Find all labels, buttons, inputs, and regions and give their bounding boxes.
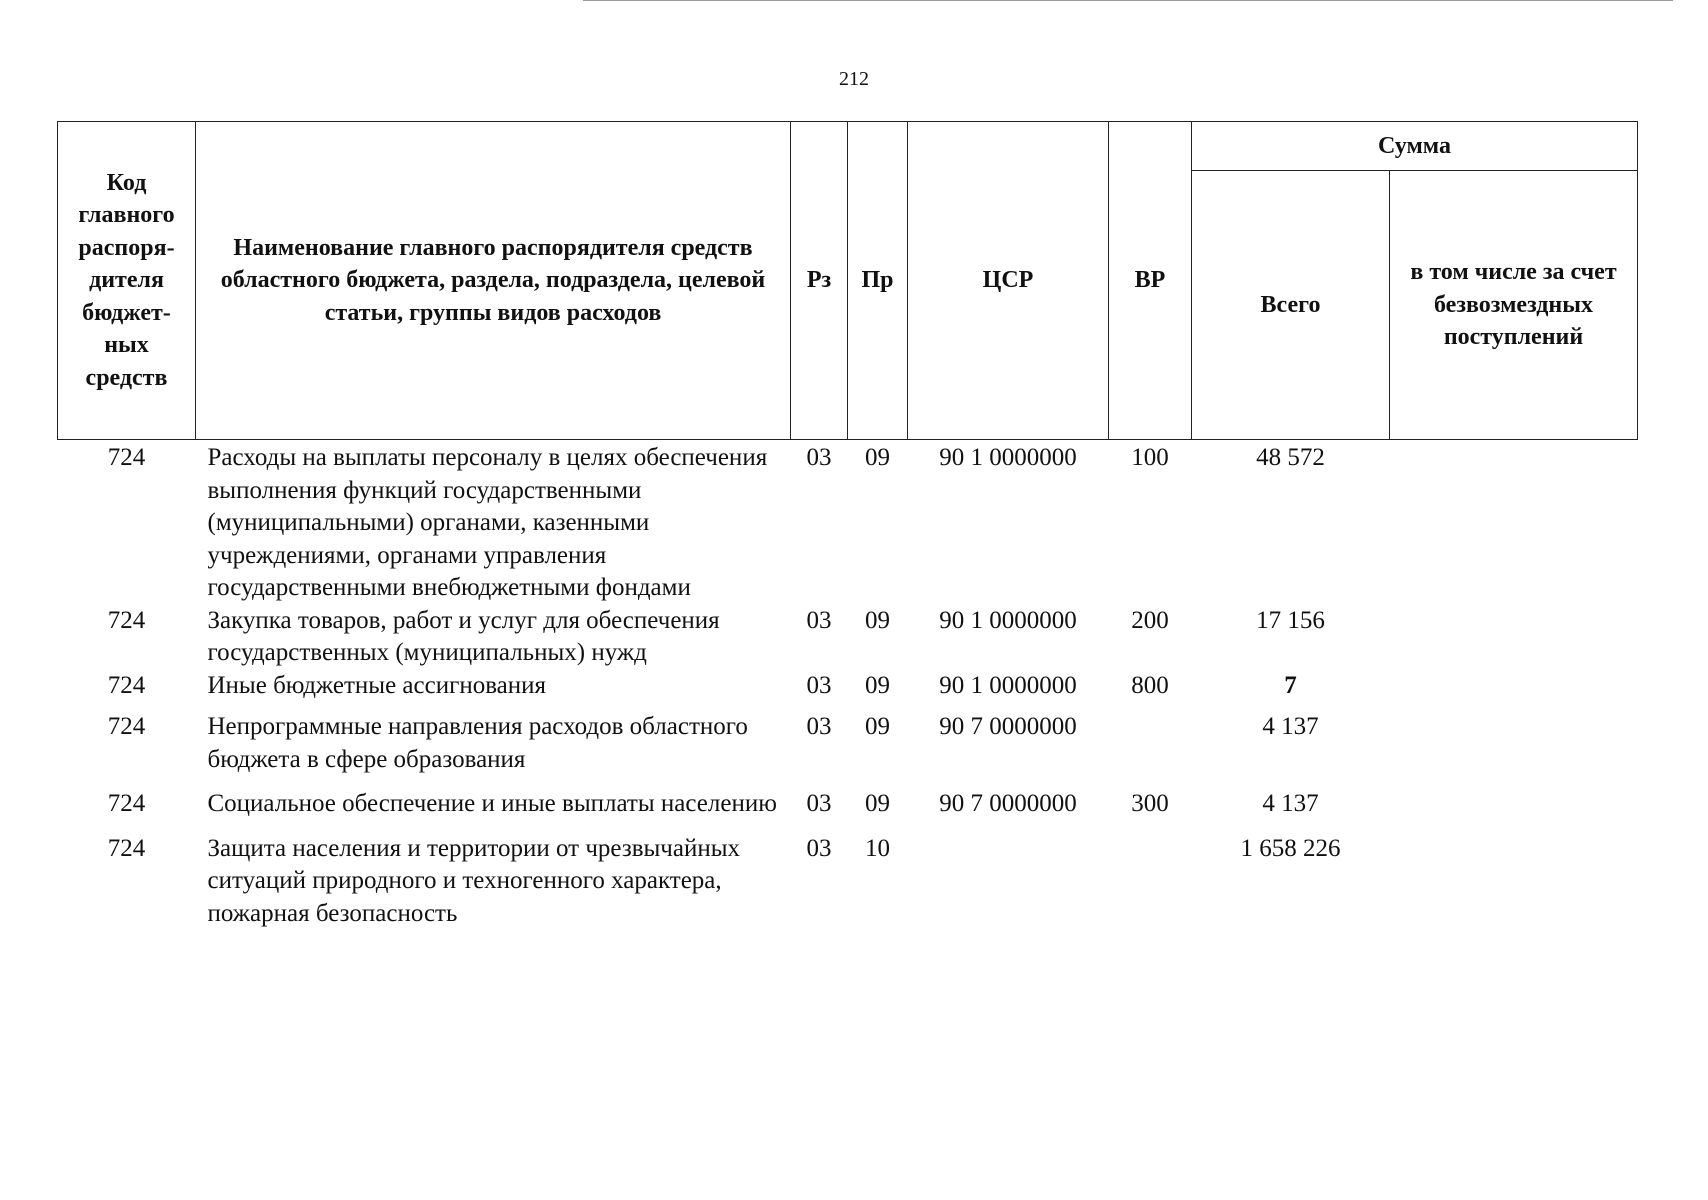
cell-pr: 09 bbox=[865, 444, 890, 471]
cell-pr: 09 bbox=[865, 790, 890, 817]
budget-table bbox=[57, 121, 1638, 930]
cell-pr: 09 bbox=[865, 606, 890, 634]
cell-total: 17 156 bbox=[1256, 606, 1325, 634]
cell-including bbox=[1390, 670, 1638, 703]
cell-rz: 03 bbox=[806, 671, 832, 699]
table-row bbox=[58, 776, 1638, 821]
cell-rz: 03 bbox=[806, 834, 832, 862]
cell-code: 724 bbox=[107, 606, 146, 634]
header-total: Всего bbox=[1192, 171, 1390, 440]
cell-pr: 10 bbox=[865, 834, 890, 862]
header-pr: Пр bbox=[848, 122, 908, 440]
cell-name: Иные бюджетные ассигнования bbox=[207, 671, 547, 699]
cell-name: Защита населения и территории от чрезвычайных ситуаций природного и техногенного характера, пожарная безопасность bbox=[207, 834, 741, 927]
cell-csr bbox=[908, 821, 1109, 931]
cell-total: 4 137 bbox=[1262, 790, 1319, 817]
header-csr: ЦСР bbox=[908, 122, 1109, 440]
cell-vr: 800 bbox=[1131, 671, 1169, 699]
table-row bbox=[58, 821, 1638, 931]
cell-name: Социальное обеспечение и иные выплаты населению bbox=[207, 790, 777, 817]
cell-rz: 03 bbox=[806, 606, 832, 634]
header-sum: Сумма bbox=[1192, 122, 1638, 171]
cell-pr: 09 bbox=[865, 713, 890, 740]
cell-csr: 90 1 0000000 bbox=[939, 671, 1077, 699]
table-row bbox=[58, 605, 1638, 670]
table-row bbox=[58, 440, 1638, 605]
cell-code: 724 bbox=[107, 444, 146, 471]
cell-total: 1 658 226 bbox=[1240, 834, 1341, 862]
table-row bbox=[58, 702, 1638, 776]
header-including: в том числе за счет безвозмездных поступлений bbox=[1390, 171, 1638, 440]
cell-including bbox=[1390, 440, 1638, 605]
cell-including bbox=[1390, 702, 1638, 776]
cell-total: 48 572 bbox=[1256, 444, 1325, 471]
cell-code: 724 bbox=[107, 834, 146, 862]
page-number: 212 bbox=[839, 68, 869, 90]
cell-csr: 90 1 0000000 bbox=[939, 444, 1077, 471]
table-row bbox=[58, 670, 1638, 703]
cell-total: 4 137 bbox=[1262, 713, 1319, 740]
cell-csr: 90 1 0000000 bbox=[939, 606, 1077, 634]
cell-vr: 200 bbox=[1131, 606, 1169, 634]
cell-vr bbox=[1109, 702, 1192, 776]
cell-including bbox=[1390, 776, 1638, 821]
header-name: Наименование главного распорядителя средств областного бюджета, раздела, подраздела, целевой статьи, группы видов расходов bbox=[196, 122, 791, 440]
cell-including bbox=[1390, 821, 1638, 931]
cell-name: Непрограммные направления расходов областного бюджета в сфере образования bbox=[207, 713, 748, 773]
cell-including bbox=[1390, 605, 1638, 670]
header-rz: Рз bbox=[791, 122, 848, 440]
cell-code: 724 bbox=[107, 790, 146, 817]
cell-pr: 09 bbox=[865, 671, 890, 699]
cell-vr bbox=[1109, 821, 1192, 931]
header-code: Код главного распоря-дителя бюджет-ных средств bbox=[58, 122, 196, 440]
cell-rz: 03 bbox=[806, 713, 832, 740]
cell-vr: 300 bbox=[1131, 790, 1169, 817]
header-vr: ВР bbox=[1109, 122, 1192, 440]
cell-code: 724 bbox=[107, 671, 146, 699]
cell-code: 724 bbox=[107, 713, 146, 740]
cell-rz: 03 bbox=[806, 790, 832, 817]
cell-name: Расходы на выплаты персоналу в целях обеспечения выполнения функций государственными (муниципальными) органами, казенными учреждениями, органами управления государственными внебюджетными фондами bbox=[207, 444, 768, 601]
scan-edge-line bbox=[583, 0, 1673, 1]
cell-name: Закупка товаров, работ и услуг для обеспечения государственных (муниципальных) нужд bbox=[207, 606, 720, 666]
cell-csr: 90 7 0000000 bbox=[939, 790, 1077, 817]
cell-csr: 90 7 0000000 bbox=[939, 713, 1077, 740]
cell-total: 7 bbox=[1284, 671, 1297, 699]
cell-rz: 03 bbox=[806, 444, 832, 471]
cell-vr: 100 bbox=[1131, 444, 1169, 471]
